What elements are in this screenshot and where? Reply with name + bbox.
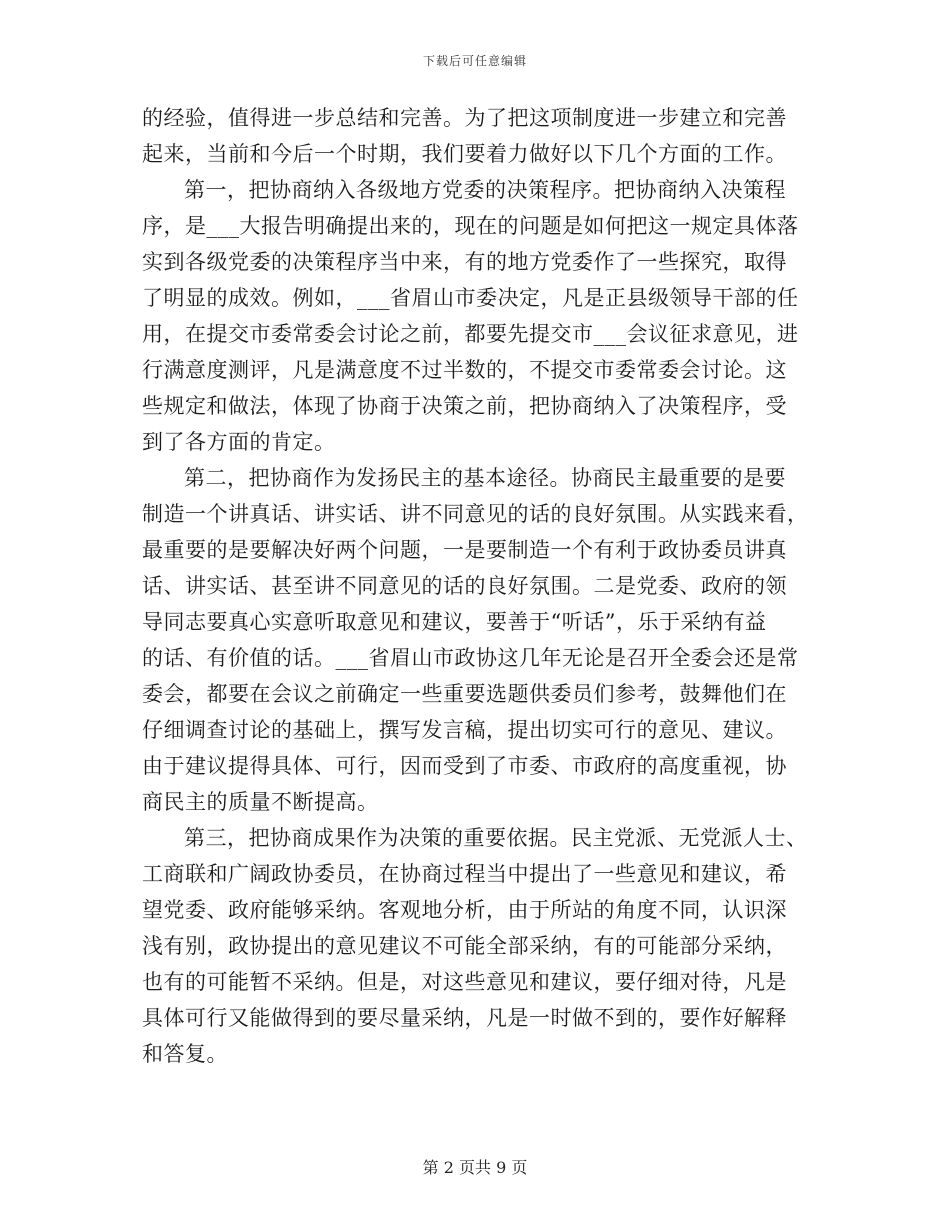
text-line: 实到各级党委的决策程序当中来，有的地方党委作了一些探究，取得 <box>142 250 787 274</box>
text-line: 些规定和做法，体现了协商于决策之前，把协商纳入了决策程序，受 <box>142 394 787 418</box>
text-line: 用，在提交市委常委会讨论之前，都要先提交市___会议征求意见，进 <box>142 322 799 346</box>
text-line: 话、讲实话、甚至讲不同意见的话的良好氛围。二是党委、政府的领 <box>142 574 787 598</box>
paragraph-start-line: 第二，把协商作为发扬民主的基本途径。协商民主最重要的是要 <box>184 466 786 490</box>
text-line: 到了各方面的肯定。 <box>142 430 336 454</box>
text-line: 委会，都要在会议之前确定一些重要选题供委员们参考，鼓舞他们在 <box>142 682 787 706</box>
text-line: 的经验，值得进一步总结和完善。为了把这项制度进一步建立和完善 <box>142 106 787 130</box>
paragraph-start-line: 第三，把协商成果作为决策的重要依据。民主党派、无党派人士、 <box>184 826 808 850</box>
text-line: 工商联和广阔政协委员，在协商过程当中提出了一些意见和建议，希 <box>142 862 787 886</box>
text-line: 的话、有价值的话。___省眉山市政协这几年无论是召开全委会还是常 <box>142 646 799 670</box>
text-line: 商民主的质量不断提高。 <box>142 790 379 814</box>
text-line: 最重要的是要解决好两个问题，一是要制造一个有利于政协委员讲真 <box>142 538 787 562</box>
text-line: 了明显的成效。例如，___省眉山市委决定，凡是正县级领导干部的任 <box>142 286 799 310</box>
paragraph-start-line: 第一，把协商纳入各级地方党委的决策程序。把协商纳入决策程 <box>184 178 786 202</box>
text-line: 仔细调查讨论的基础上，撰写发言稿，提出切实可行的意见、建议。 <box>142 718 787 742</box>
text-line: 行满意度测评，凡是满意度不过半数的，不提交市委常委会讨论。这 <box>142 358 787 382</box>
text-line: 制造一个讲真话、讲实话、讲不同意见的话的良好氛围。从实践来看， <box>142 502 809 526</box>
text-line: 浅有别，政协提出的意见建议不可能全部采纳，有的可能部分采纳， <box>142 934 787 958</box>
page-header: 下载后可任意编辑 <box>422 54 527 68</box>
text-line: 望党委、政府能够采纳。客观地分析，由于所站的角度不同，认识深 <box>142 898 787 922</box>
text-line: 具体可行又能做得到的要尽量采纳，凡是一时做不到的，要作好解释 <box>142 1006 787 1030</box>
document-body <box>142 100 810 1072</box>
text-line: 也有的可能暂不采纳。但是，对这些意见和建议，要仔细对待，凡是 <box>142 970 787 994</box>
text-line: 导同志要真心实意听取意见和建议，要善于“听话”，乐于采纳有益 <box>142 610 767 634</box>
text-line: 起来，当前和今后一个时期，我们要着力做好以下几个方面的工作。 <box>142 142 787 166</box>
text-line: 和答复。 <box>142 1042 228 1066</box>
page-footer: 第 2 页共 9 页 <box>422 1158 528 1177</box>
text-line: 由于建议提得具体、可行，因而受到了市委、市政府的高度重视，协 <box>142 754 787 778</box>
text-line: 序，是___大报告明确提出来的，现在的问题是如何把这一规定具体落 <box>142 214 799 238</box>
